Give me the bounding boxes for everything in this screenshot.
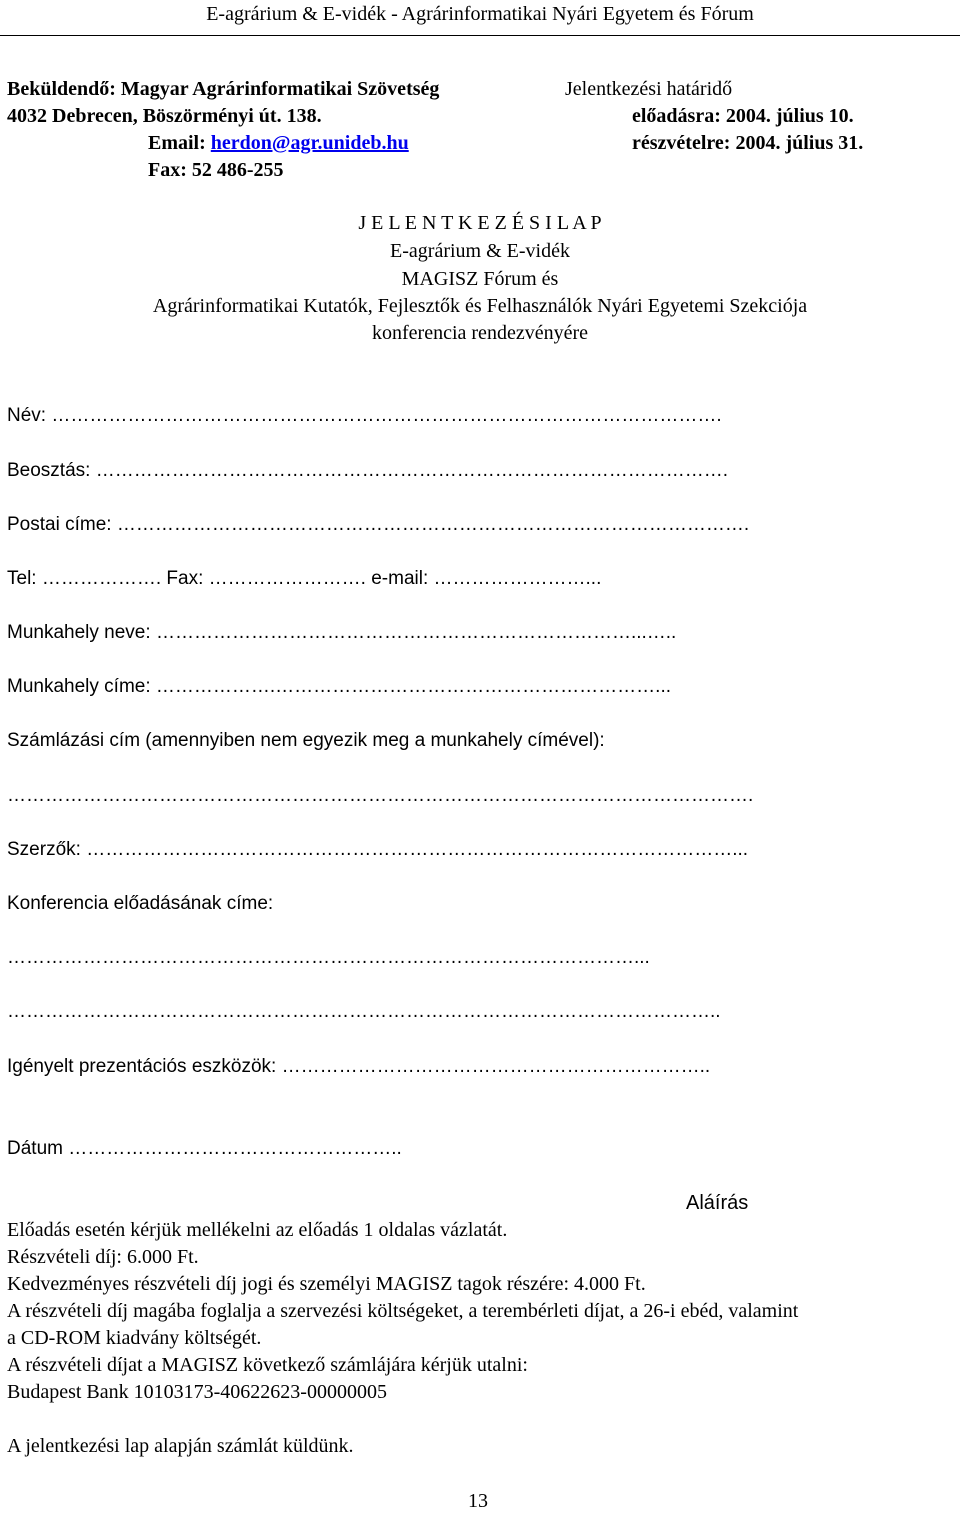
form-subtitle-1: E-agrárium & E-vidék bbox=[390, 240, 570, 262]
form-subtitle-4: konferencia rendezvényére bbox=[372, 322, 588, 344]
field-workplace-address-label: Munkahely címe: bbox=[7, 676, 151, 697]
field-talk-title-dots-2[interactable]: ………………………………………………………………………………………………….. bbox=[7, 1001, 721, 1022]
sender-line-2: 4032 Debrecen, Böszörményi út. 138. bbox=[7, 105, 322, 127]
note-line: A jelentkezési lap alapján számlát küldünk. bbox=[7, 1435, 354, 1457]
form-subtitle-2: MAGISZ Fórum és bbox=[401, 268, 559, 290]
field-authors-dots: …………………………………………………………………………………………... bbox=[86, 839, 749, 860]
field-equipment-label: Igényelt prezentációs eszközök: bbox=[7, 1056, 277, 1077]
field-date-label: Dátum bbox=[7, 1138, 63, 1159]
sender-email-row bbox=[148, 132, 409, 155]
signature-label: Aláírás bbox=[686, 1192, 749, 1214]
field-workplace-address-dots: ……………….……………………………………………………... bbox=[155, 676, 672, 697]
field-fax-label: Fax: bbox=[166, 568, 204, 589]
deadline-title bbox=[565, 78, 732, 101]
sender-fax: Fax: 52 486-255 bbox=[148, 159, 284, 181]
field-name-dots: ……………………………………………………………………………………………. bbox=[51, 405, 722, 426]
field-name-label: Név: bbox=[7, 405, 47, 426]
field-position-dots: ………………………………………………………………………………………. bbox=[95, 460, 728, 481]
field-postal-dots: ………………………………………………………………………………………. bbox=[116, 514, 750, 535]
field-postal-label: Postai címe: bbox=[7, 514, 112, 535]
page-header: E-agrárium & E-vidék - Agrárinformatikai Nyári Egyetem és Fórum bbox=[206, 3, 754, 25]
note-line: Részvételi díj: 6.000 Ft. bbox=[7, 1246, 199, 1268]
field-authors-label: Szerzők: bbox=[7, 839, 81, 860]
note-line: Kedvezményes részvételi díj jogi és személyi MAGISZ tagok részére: 4.000 Ft. bbox=[7, 1273, 646, 1295]
field-tel-dots[interactable]: ………………. bbox=[41, 568, 162, 589]
field-date-dots: …………………………………………….. bbox=[68, 1138, 402, 1159]
field-workplace-name-dots: …………………………………………………………………...….. bbox=[155, 622, 677, 643]
field-authors[interactable] bbox=[7, 839, 748, 861]
form-subtitle-3: Agrárinformatikai Kutatók, Fejlesztők és Felhasználók Nyári Egyetemi Szekciója bbox=[152, 295, 808, 317]
sender-line-1: Beküldendő: Magyar Agrárinformatikai Szövetség bbox=[7, 78, 440, 100]
field-email-label: e-mail: bbox=[371, 568, 429, 589]
field-workplace-name[interactable] bbox=[7, 622, 676, 644]
page-number: 13 bbox=[468, 1490, 488, 1512]
field-position-label: Beosztás: bbox=[7, 460, 91, 481]
field-position[interactable] bbox=[7, 460, 728, 482]
deadline-title-text: Jelentkezési határidő bbox=[565, 78, 733, 100]
field-talk-title-label: Konferencia előadásának címe: bbox=[7, 893, 274, 914]
field-fax-dots[interactable]: ……………………. bbox=[208, 568, 366, 589]
field-contact-row bbox=[7, 568, 601, 590]
field-billing-label: Számlázási cím (amennyiben nem egyezik meg a munkahely címével): bbox=[7, 730, 605, 751]
sender-email-label: Email: bbox=[148, 132, 206, 154]
note-line: A részvételi díjat a MAGISZ következő számlájára kérjük utalni: bbox=[7, 1354, 528, 1376]
field-billing-dots[interactable]: ………………………………………………………………………………………………………. bbox=[7, 785, 754, 806]
field-equipment[interactable] bbox=[7, 1056, 710, 1078]
field-tel-label: Tel: bbox=[7, 568, 37, 589]
field-postal-address[interactable] bbox=[7, 514, 749, 536]
note-line: Budapest Bank 10103173-40622623-00000005 bbox=[7, 1381, 387, 1403]
field-talk-title-dots-1[interactable]: ………………………………………………………………………………………... bbox=[7, 947, 650, 968]
deadline-presentation: előadásra: 2004. július 10. bbox=[632, 105, 854, 127]
field-name[interactable] bbox=[7, 405, 722, 427]
deadline-participation: részvételre: 2004. július 31. bbox=[632, 132, 864, 154]
field-workplace-address[interactable] bbox=[7, 676, 671, 698]
field-workplace-name-label: Munkahely neve: bbox=[7, 622, 151, 643]
note-line: Előadás esetén kérjük mellékelni az előadás 1 oldalas vázlatát. bbox=[7, 1219, 508, 1241]
note-line: a CD-ROM kiadvány költségét. bbox=[7, 1327, 262, 1349]
field-email-dots[interactable]: ……………………... bbox=[433, 568, 602, 589]
sender-email-link[interactable]: herdon@agr.unideb.hu bbox=[210, 132, 409, 154]
field-equipment-dots: ………………………………………………………….. bbox=[281, 1056, 711, 1077]
field-date[interactable] bbox=[7, 1138, 402, 1160]
note-line: A részvételi díj magába foglalja a szervezési költségeket, a terembérleti díjat, a 26-i ebéd, valamint bbox=[7, 1300, 799, 1322]
form-title: J E L E N T K E Z É S I L A P bbox=[358, 212, 602, 234]
header-rule bbox=[0, 35, 960, 36]
